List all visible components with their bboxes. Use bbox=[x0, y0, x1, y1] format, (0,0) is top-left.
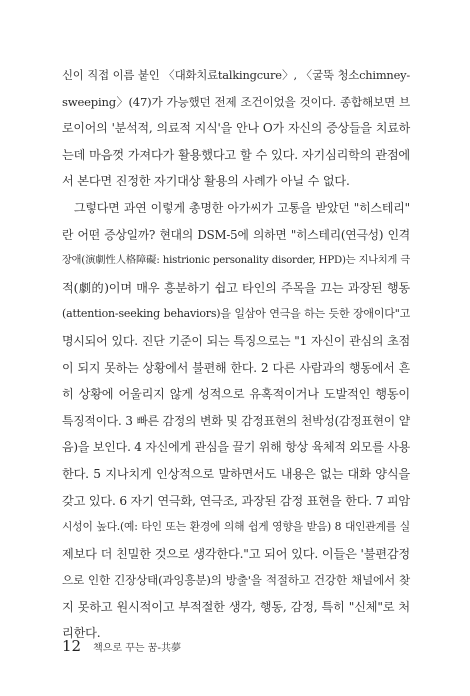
text-line: 히 상황에 어울리지 않게 성적으로 유혹적이거나 도발적인 행동이 bbox=[62, 387, 410, 402]
text-line: 서 본다면 진정한 자기대상 활용의 사례가 아닐 수 없다. bbox=[62, 174, 350, 189]
text-line: 적(劇的)이며 매우 흥분하기 쉽고 타인의 주목을 끄는 과장된 행동 bbox=[62, 280, 410, 295]
text-line: 특징적이다. 3 빠른 감정의 변화 및 감정표현의 천박성(감정표현이 얕 bbox=[62, 413, 410, 428]
text-line: 명시되어 있다. 진단 기준이 되는 특징으로는 "1 자신이 관심의 초점 bbox=[62, 333, 410, 348]
text-line: 는데 마음껏 가져다가 활용했다고 할 수 있다. 자기심리학의 관점에 bbox=[62, 147, 410, 162]
text-line: 장애(演劇性人格障礙: histrionic personality disorder, HPD)는 지나치게 극 bbox=[62, 255, 410, 267]
text-line: 시성이 높다.(예: 타인 또는 환경에 의해 쉽게 영향을 받음) 8 대인관계를 실 bbox=[62, 520, 410, 534]
text-line: 제보다 더 친밀한 것으로 생각한다."고 되어 있다. 이들은 '불편감정 bbox=[62, 546, 410, 561]
text-line: 란 어떤 증상일까? 현대의 DSM-5에 의하면 "히스테리(연극성) 인격 bbox=[62, 227, 410, 242]
text-line: 리한다. bbox=[62, 626, 101, 641]
text-line: 한다. 5 지나치게 인상적으로 말하면서도 내용은 없는 대화 양식을 bbox=[62, 466, 410, 481]
text-line: 신이 직접 이름 붙인 〈대화치료talkingcure〉, 〈굴뚝 청소chimney- bbox=[62, 68, 410, 82]
page-number: 12 bbox=[62, 637, 82, 655]
body-text bbox=[62, 62, 410, 647]
text-line: 으로 인한 긴장상태(과잉흥분)의 방출'을 적절하고 건강한 채널에서 찾 bbox=[62, 573, 410, 588]
text-line: sweeping〉(47)가 가능했던 전제 조건이었을 것이다. 종합해보면 브 bbox=[62, 94, 410, 109]
running-title: 책으로 꾸는 꿈-共夢 bbox=[93, 643, 182, 654]
text-line: 지 못하고 원시적이고 부적절한 생각, 행동, 감정, 특히 "신체"로 처 bbox=[62, 599, 410, 614]
page-footer bbox=[62, 637, 181, 657]
text-line: (attention-seeking behaviors)을 일삼아 연극을 하는 듯한 장애이다"고 bbox=[62, 307, 410, 321]
text-line: 음)을 보인다. 4 자신에게 관심을 끌기 위해 항상 육체적 외모를 사용 bbox=[62, 440, 410, 455]
text-line: 갖고 있다. 6 자기 연극화, 연극조, 과장된 감정 표현을 한다. 7 피암 bbox=[62, 493, 410, 508]
text-line: 이 되지 못하는 상황에서 불편해 한다. 2 다른 사람과의 행동에서 흔 bbox=[62, 360, 410, 375]
text-line: 로이어의 '분석적, 의료적 지식'을 안나 O가 자신의 증상들을 치료하 bbox=[62, 121, 410, 136]
text-line: 그렇다면 과연 이렇게 총명한 아가씨가 고통을 받았던 "히스테리" bbox=[74, 200, 410, 215]
